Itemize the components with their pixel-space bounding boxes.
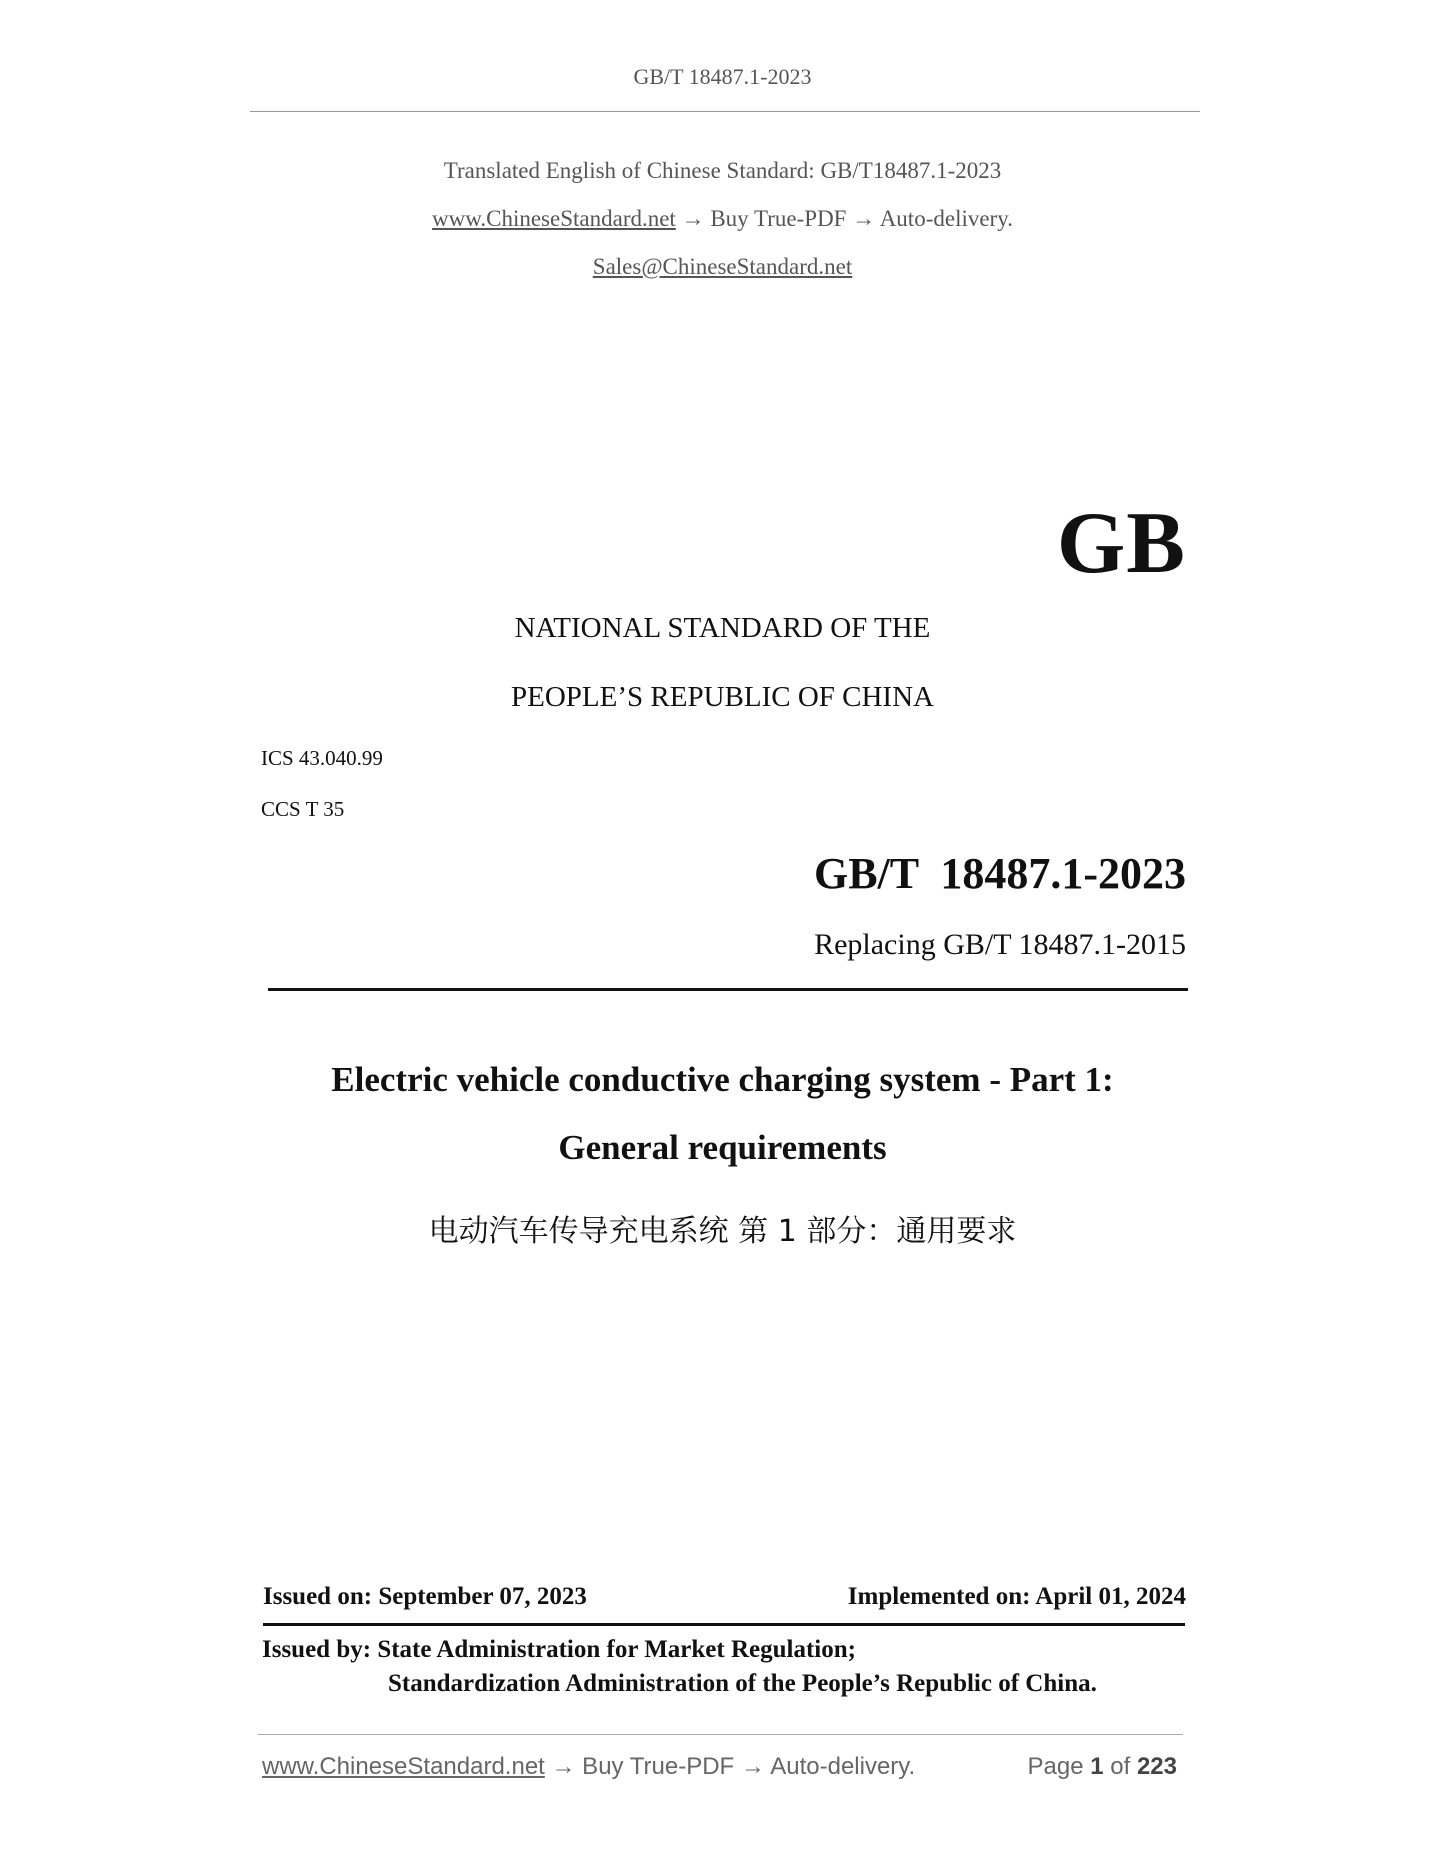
title-line2: General requirements	[558, 1128, 887, 1167]
site-link[interactable]: www.ChineseStandard.net	[432, 206, 676, 231]
gb-logo: GB	[1056, 495, 1186, 592]
standard-number: GB/T 18487.1-2023	[813, 849, 1186, 898]
sales-email-link[interactable]: Sales@ChineseStandard.net	[592, 254, 853, 279]
issued-on-date: Issued on: September 07, 2023	[263, 1583, 587, 1610]
page-of: of	[1110, 1753, 1131, 1780]
replacing-standard: Replacing GB/T 18487.1-2015	[814, 928, 1186, 961]
national-standard-line2: PEOPLE’S REPUBLIC OF CHINA	[511, 681, 934, 713]
title-line1: Electric vehicle conductive charging system - Part 1:	[331, 1060, 1114, 1099]
footer-divider	[258, 1734, 1183, 1735]
footer-site-link[interactable]: www.ChineseStandard.net	[262, 1753, 545, 1780]
running-header: GB/T 18487.1-2023	[633, 64, 812, 89]
header-divider	[250, 111, 1200, 112]
promo-text: → Buy True-PDF → Auto-delivery.	[675, 206, 1013, 231]
ics-code: ICS 43.040.99	[261, 746, 383, 770]
title-divider	[268, 988, 1188, 991]
page-current: 1	[1090, 1753, 1104, 1780]
title-chinese: 电动汽车传导充电系统 第 1 部分：通用要求	[428, 1214, 1017, 1249]
national-standard-line1: NATIONAL STANDARD OF THE	[514, 612, 931, 644]
implemented-on-date: Implemented on: April 01, 2024	[847, 1583, 1186, 1610]
footer-promo	[262, 1753, 915, 1781]
promo-line	[0, 206, 1445, 232]
email-line	[0, 254, 1445, 280]
issued-by-line2: Standardization Administration of the People’s Republic of China.	[388, 1670, 1097, 1697]
footer-promo-text: → Buy True-PDF → Auto-delivery.	[544, 1753, 916, 1780]
page-indicator	[1028, 1753, 1178, 1781]
translation-notice: Translated English of Chinese Standard: GB/T18487.1-2023	[443, 158, 1002, 183]
issued-by-line1: Issued by: State Administration for Market Regulation;	[262, 1636, 856, 1663]
issue-divider	[263, 1623, 1185, 1626]
page-total: 223	[1136, 1753, 1177, 1780]
ccs-code: CCS T 35	[261, 797, 345, 821]
page-label: Page	[1027, 1753, 1084, 1780]
